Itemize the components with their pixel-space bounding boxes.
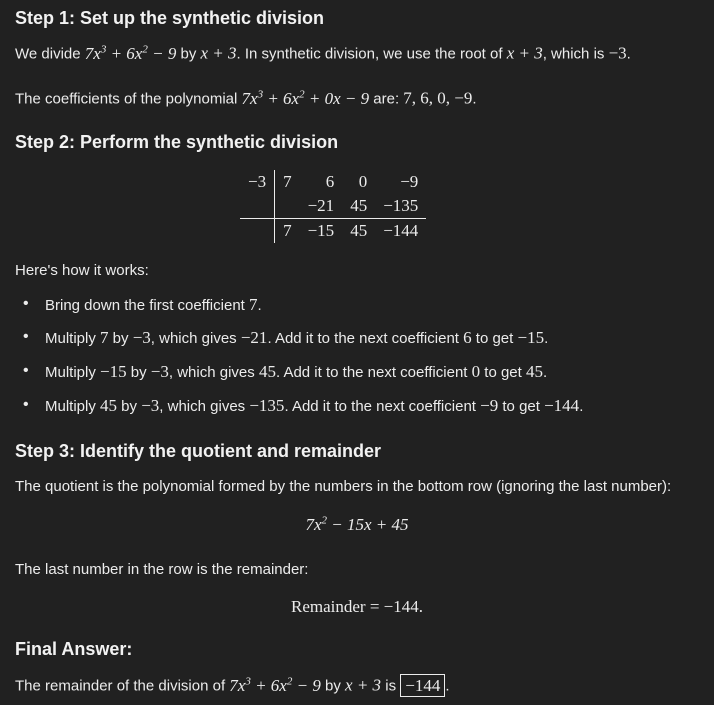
table-cell: −21 xyxy=(300,194,343,219)
list-item: • Multiply 7 by −3, which gives −21. Add it to the next coefficient 6 to get −15. xyxy=(45,328,548,348)
final-answer-box: −144 xyxy=(400,674,445,697)
remainder-equation: Remainder = −144. xyxy=(290,597,424,616)
step2-heading: Step 2: Perform the synthetic division xyxy=(15,132,339,152)
table-cell: 45 xyxy=(342,194,375,219)
list-item: • Multiply 45 by −3, which gives −135. Add it to the next coefficient −9 to get −144. xyxy=(45,396,583,416)
table-cell: −135 xyxy=(375,194,426,219)
table-cell: 0 xyxy=(358,172,368,191)
list-item: • Bring down the first coefficient 7. xyxy=(45,295,262,315)
table-cell: −144 xyxy=(383,221,419,240)
step1-paragraph: We divide $7x^3 + 6x^2 - 9$ by x + 3. In synthetic division, we use the root of x + 3, which is −3. xyxy=(15,43,631,63)
root-cell: −3 xyxy=(240,170,275,194)
table-cell: 6 xyxy=(325,172,335,191)
final-answer-paragraph: The remainder of the division of $7x^3 + 6x^2 - 9$ by x + 3 is −144 . xyxy=(15,675,450,695)
synthetic-division-table xyxy=(240,170,426,243)
step1-heading: Step 1: Set up the synthetic division xyxy=(15,8,325,28)
remainder-paragraph: The last number in the row is the remainder: xyxy=(15,561,309,578)
final-heading: Final Answer: xyxy=(15,639,133,659)
step3-heading: Step 3: Identify the quotient and remainder xyxy=(15,441,382,461)
table-cell: 45 xyxy=(350,221,368,240)
table-cell: −9 xyxy=(400,172,419,191)
quotient-paragraph: The quotient is the polynomial formed by the numbers in the bottom row (ignoring the last number): xyxy=(15,478,672,495)
coefficients-paragraph: The coefficients of the polynomial $7x^3 + 6x^2 + 0x - 9$ are: 7, 6, 0, −9. xyxy=(15,88,477,108)
table-cell: −15 xyxy=(307,221,335,240)
table-cell xyxy=(275,194,300,219)
list-item: • Multiply −15 by −3, which gives 45. Add it to the next coefficient 0 to get 45. xyxy=(45,362,547,382)
table-cell: 7 xyxy=(283,221,292,240)
table-cell: 7 xyxy=(283,172,292,191)
how-it-works-intro: Here's how it works: xyxy=(15,262,149,279)
quotient-equation: $7x^2 - 15x + 45$ xyxy=(305,514,409,534)
